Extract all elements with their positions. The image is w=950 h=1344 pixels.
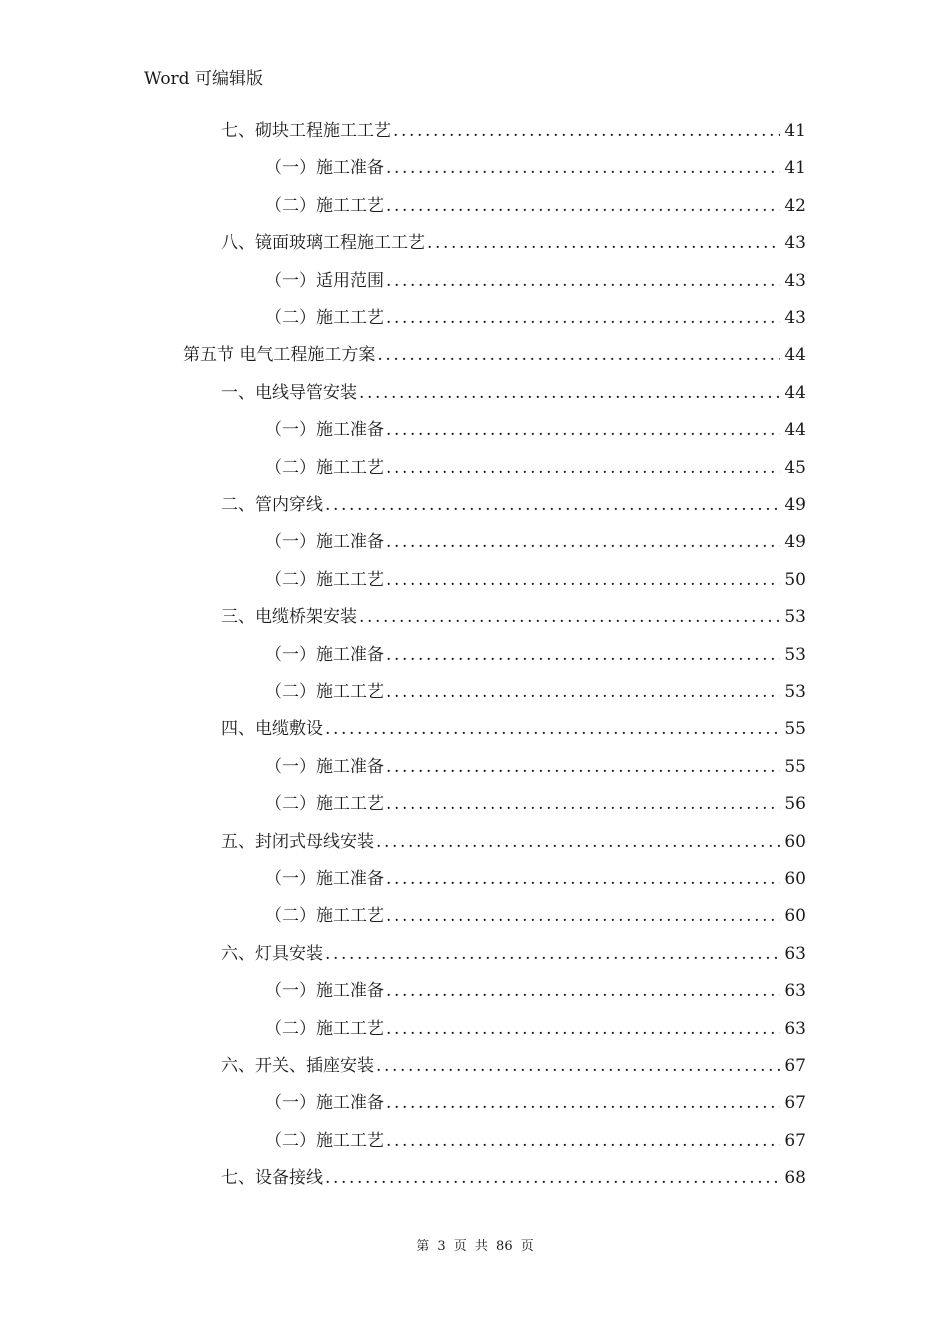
toc-page-number: 50 [784,570,806,590]
toc-entry-title: （一）施工准备 [265,1093,384,1113]
toc-page-number: 42 [784,196,806,216]
toc-dot-leader [386,300,780,337]
toc-entry-title: 三、电缆桥架安装 [221,607,357,627]
toc-dot-leader [359,599,780,636]
toc-page-number: 55 [784,757,806,777]
toc-dot-leader [325,711,780,748]
page-footer: 第 3 页 共 86 页 [416,1239,534,1254]
toc-dot-leader [377,337,780,374]
toc-page-number: 49 [784,532,806,552]
toc-dot-leader [386,450,780,487]
toc-page-number: 43 [784,308,806,328]
toc-page-number: 55 [784,719,806,739]
toc-entry[interactable] [265,861,806,898]
toc-dot-leader [386,263,780,300]
toc-dot-leader [386,674,780,711]
toc-entry-title: （二）施工工艺 [265,906,384,926]
toc-entry-title: （二）施工工艺 [265,1131,384,1151]
toc-entry-title: （二）施工工艺 [265,458,384,478]
toc-entry[interactable] [221,599,806,636]
toc-entry-title: 七、设备接线 [221,1168,323,1188]
toc-dot-leader [325,1160,780,1197]
toc-entry-title: 六、灯具安装 [221,944,323,964]
toc-entry-title: （一）施工准备 [265,981,384,1001]
toc-entry[interactable] [265,786,806,823]
toc-dot-leader [386,150,780,187]
toc-entry[interactable] [221,487,806,524]
toc-page-number: 60 [784,906,806,926]
toc-entry[interactable] [265,412,806,449]
toc-entry-title: （一）施工准备 [265,532,384,552]
toc-dot-leader [386,973,780,1010]
toc-entry[interactable] [265,1011,806,1048]
toc-dot-leader [376,1048,780,1085]
toc-dot-leader [376,824,780,861]
toc-dot-leader [359,375,780,412]
toc-entry-title: 第五节 电气工程施工方案 [183,345,376,365]
toc-page-number: 43 [784,233,806,253]
toc-entry[interactable] [265,562,806,599]
toc-entry[interactable] [221,113,806,150]
toc-entry-title: （二）施工工艺 [265,196,384,216]
toc-entry[interactable] [265,1085,806,1122]
toc-dot-leader [386,188,780,225]
toc-page-number: 63 [784,981,806,1001]
toc-page-number: 41 [784,158,806,178]
toc-dot-leader [386,1123,780,1160]
toc-entry-title: 五、封闭式母线安装 [221,832,374,852]
toc-entry-title: （一）施工准备 [265,869,384,889]
toc-entry[interactable] [265,898,806,935]
toc-entry-title: （一）施工准备 [265,645,384,665]
toc-entry-title: 二、管内穿线 [221,495,323,515]
toc-entry-title: 六、开关、插座安装 [221,1056,374,1076]
toc-entry-title: （二）施工工艺 [265,794,384,814]
toc-page-number: 44 [784,345,806,365]
toc-page-number: 68 [784,1168,806,1188]
toc-entry[interactable] [221,1160,806,1197]
toc-entry[interactable] [221,711,806,748]
toc-entry-title: 四、电缆敷设 [221,719,323,739]
toc-entry[interactable] [221,1048,806,1085]
toc-dot-leader [386,412,780,449]
toc-entry[interactable] [265,749,806,786]
toc-entry-title: （二）施工工艺 [265,308,384,328]
toc-page-number: 45 [784,458,806,478]
toc-dot-leader [427,225,780,262]
toc-entry-title: （一）施工准备 [265,757,384,777]
toc-entry-title: 一、电线导管安装 [221,383,357,403]
toc-entry[interactable] [221,936,806,973]
toc-page-number: 53 [784,607,806,627]
toc-entry-title: （一）施工准备 [265,420,384,440]
toc-dot-leader [386,1011,780,1048]
toc-page-number: 67 [784,1093,806,1113]
toc-entry[interactable] [265,1123,806,1160]
toc-dot-leader [393,113,780,150]
toc-entry[interactable] [265,637,806,674]
toc-dot-leader [386,786,780,823]
toc-page-number: 67 [784,1131,806,1151]
toc-page-number: 63 [784,1019,806,1039]
toc-entry-title: （一）施工准备 [265,158,384,178]
toc-entry-title: （一）适用范围 [265,271,384,291]
toc-entry[interactable] [221,375,806,412]
toc-entry[interactable] [265,973,806,1010]
toc-entry[interactable] [265,150,806,187]
toc-dot-leader [386,749,780,786]
toc-entry[interactable] [265,263,806,300]
toc-entry-title: （二）施工工艺 [265,570,384,590]
toc-dot-leader [325,487,780,524]
toc-entry[interactable] [265,300,806,337]
toc-entry[interactable] [265,450,806,487]
toc-dot-leader [386,562,780,599]
toc-entry-title: 七、砌块工程施工工艺 [221,121,391,141]
toc-page-number: 44 [784,420,806,440]
toc-dot-leader [386,524,780,561]
toc-page-number: 41 [784,121,806,141]
toc-dot-leader [386,1085,780,1122]
toc-page-number: 60 [784,869,806,889]
toc-entry[interactable] [221,824,806,861]
page-header: Word 可编辑版 [144,69,263,89]
toc-dot-leader [325,936,780,973]
toc-entry[interactable] [265,524,806,561]
toc-page-number: 56 [784,794,806,814]
toc-page-number: 49 [784,495,806,515]
toc-entry[interactable] [265,674,806,711]
toc-entry-title: （二）施工工艺 [265,682,384,702]
toc-entry[interactable] [221,225,806,262]
toc-entry-title: （二）施工工艺 [265,1019,384,1039]
toc-dot-leader [386,861,780,898]
toc-page-number: 60 [784,832,806,852]
toc-entry[interactable] [183,337,806,374]
toc-page-number: 44 [784,383,806,403]
toc-page-number: 67 [784,1056,806,1076]
toc-dot-leader [386,898,780,935]
toc-page-number: 63 [784,944,806,964]
toc-page-number: 53 [784,645,806,665]
toc-dot-leader [386,637,780,674]
toc-page-number: 43 [784,271,806,291]
toc-entry-title: 八、镜面玻璃工程施工工艺 [221,233,425,253]
toc-page-number: 53 [784,682,806,702]
toc-entry[interactable] [265,188,806,225]
